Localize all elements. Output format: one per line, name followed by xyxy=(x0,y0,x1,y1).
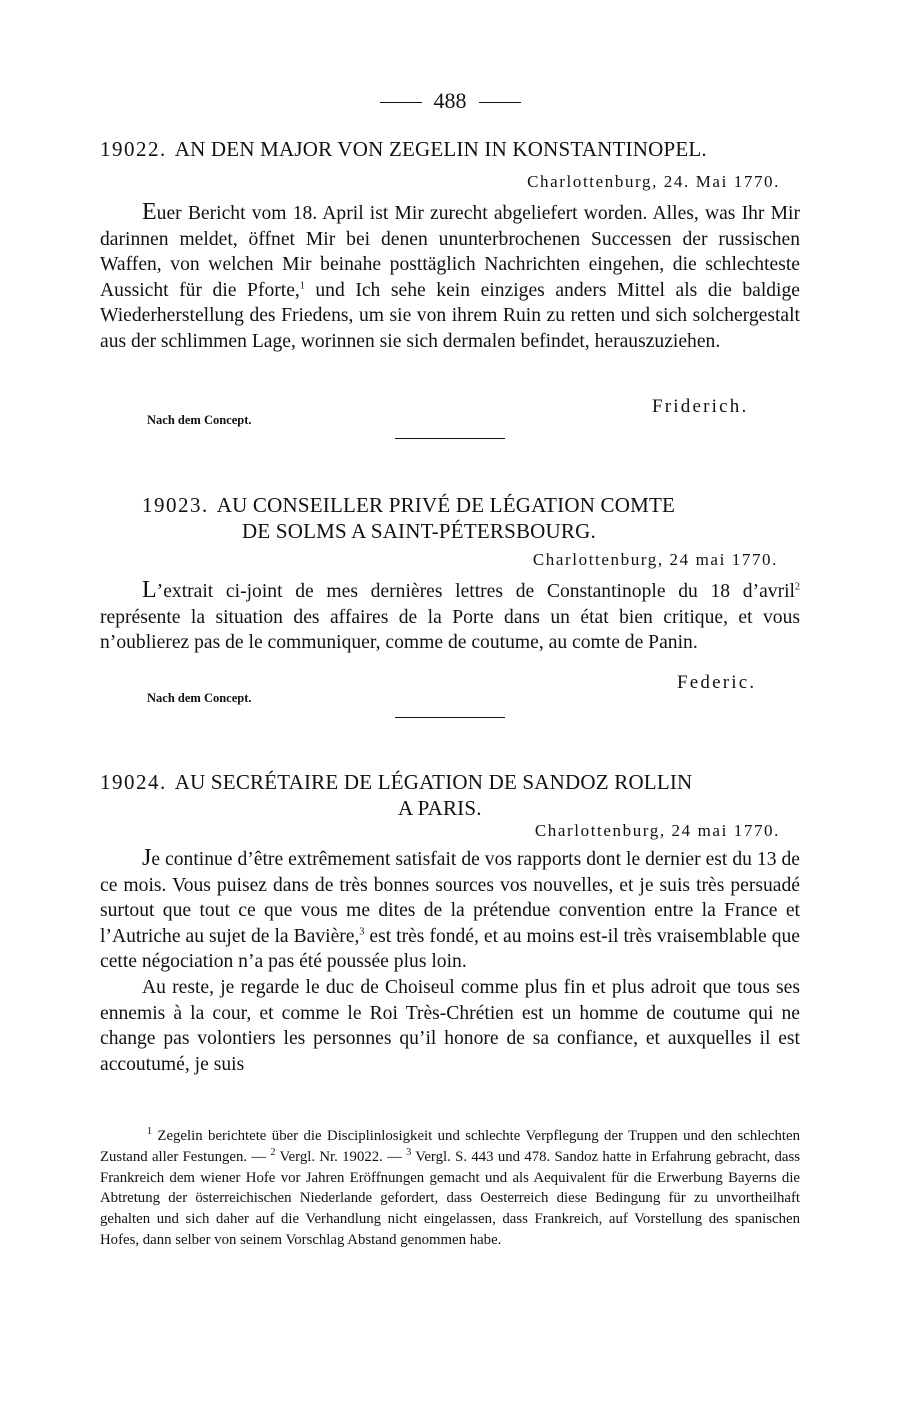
source-note: Nach dem Concept. xyxy=(147,413,252,427)
page-number-dash-right xyxy=(479,102,521,103)
letter-number: 19022. xyxy=(100,137,167,161)
letter-title-line2: DE SOLMS A SAINT-PÉTERSBOURG. xyxy=(242,519,596,543)
footnote-mark: 1 xyxy=(299,280,305,292)
initial-letter: J xyxy=(142,845,152,871)
page-number xyxy=(100,88,800,114)
letter-heading xyxy=(142,492,802,544)
letter-number: 19023. xyxy=(142,493,209,517)
section-rule xyxy=(395,438,505,439)
letter-text: und Ich sehe kein einziges anders Mittel als die baldige Wiederherstellung des Friedens, um sie von ihrem Ruin zu retten und sich solchergestalt aus der schlimmen Lage, worinnen sie sich dermalen befindet, herauszuziehen. xyxy=(100,279,800,352)
letter-title: AU SECRÉTAIRE DE LÉGATION DE SANDOZ ROLLIN xyxy=(174,770,693,794)
signature: Friderich. xyxy=(652,396,749,417)
footnotes xyxy=(100,1126,800,1251)
page-number-text: 488 xyxy=(433,88,467,113)
letter-text: représente la situation des affaires de la Porte dans un état bien critique, et vous n’oublierez pas de le communiquer, comme de coutume, au comte de Panin. xyxy=(100,606,800,654)
section-rule xyxy=(395,717,505,718)
letter-body xyxy=(100,846,800,1077)
letter-text: uer Bericht vom 18. April ist Mir zurecht abgeliefert worden. Alles, was Ihr Mir darinnen meldet, öffnet Mir bei denen ununterbrochenen Successen der russischen Waffen, von welchen Mir beinahe posttäglich Nachrichten eingehen, die schlechteste Aussicht für die Pforte, xyxy=(100,203,800,301)
letter-heading xyxy=(100,136,800,162)
letter-dateline: Charlottenburg, 24. Mai 1770. xyxy=(527,172,780,191)
footnote-text: Vergl. Nr. 19022. — xyxy=(275,1148,407,1165)
footnote-mark: 1 xyxy=(147,1126,152,1138)
letter-dateline: Charlottenburg, 24 mai 1770. xyxy=(532,550,778,569)
footnote-text: Vergl. S. 443 und 478. Sandoz hatte in Erfahrung gebracht, dass Frankreich dem wiener Hofe vor Jahren Eröffnungen gemacht und als Aequivalent für die Erwerbung Bayerns die Abtretung der österreichischen Niederlande gefordert, dass Oesterreich diese Bedingung für zu unvortheilhaft gehalten und sich daher auf die Verhandlung nicht eingelassen, dass Frankreich, auf Vorstellung des spanischen Hofes, dann selber von seinem Vorschlag Abstand genommen habe. xyxy=(100,1148,801,1248)
signature: Federic. xyxy=(677,672,757,693)
footnote-text: Zegelin berichtete über die Disciplinlosigkeit und schlechte Verpflegung der Truppen und den schlechten Zustand aller Festungen. — xyxy=(100,1128,800,1165)
footnote-mark: 2 xyxy=(795,581,800,593)
letter-heading xyxy=(100,769,800,821)
letter-dateline: Charlottenburg, 24 mai 1770. xyxy=(534,821,780,840)
footnote-mark: 3 xyxy=(406,1146,412,1158)
letter-title: AN DEN MAJOR VON ZEGELIN IN KONSTANTINOPEL. xyxy=(174,137,707,161)
letter-number: 19024. xyxy=(100,770,167,794)
letter-body xyxy=(100,200,800,355)
footnote-mark: 2 xyxy=(270,1146,276,1158)
letter-body xyxy=(100,578,800,656)
letter-title: AU CONSEILLER PRIVÉ DE LÉGATION COMTE xyxy=(216,493,676,517)
page-number-dash-left xyxy=(380,102,422,103)
letter-text: ’extrait ci-joint de mes dernières lettres de Constantinople du 18 d’avril xyxy=(156,581,795,602)
initial-letter: L xyxy=(142,577,157,603)
source-note: Nach dem Concept. xyxy=(147,691,252,705)
footnote-mark: 3 xyxy=(359,926,365,938)
letter-paragraph: Au reste, je regarde le duc de Choiseul comme plus fin et plus adroit que tous ses ennemis à la cour, et comme le Roi Très-Chrétien est un homme de coutume qui ne change pas volontiers les personnes qu’il honore de sa confiance, et auxquelles il est accoutumé, je suis xyxy=(100,976,800,1075)
initial-letter: E xyxy=(142,199,157,225)
letter-text: est très fondé, et au moins est-il très vraisemblable que cette négociation n’a pas été poussée plus loin. xyxy=(100,925,801,973)
letter-text: e continue d’être extrêmement satisfait de vos rapports dont le dernier est du 13 de ce mois. Vous puisez dans de très bonnes sources vos nouvelles, et je suis très persuadé surtout que tout ce que vous me dites de la prétendue convention entre la France et l’Autriche au sujet de la Bavière, xyxy=(100,849,800,947)
letter-title-line2: A PARIS. xyxy=(398,796,482,820)
